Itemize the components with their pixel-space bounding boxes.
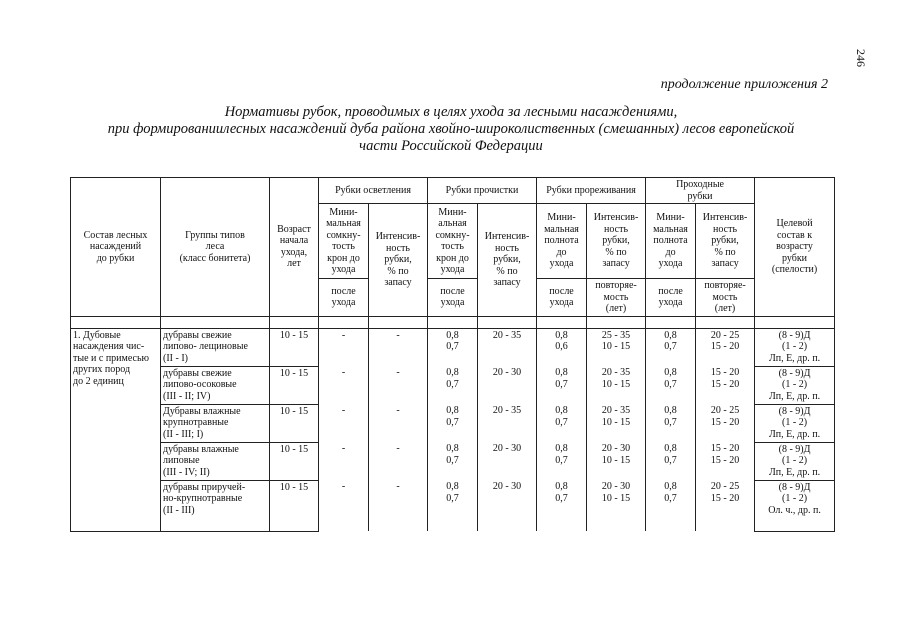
- forest-type: Дубравы влажные крупнотравные (II - III; I): [161, 404, 270, 442]
- lightening-closure: -: [319, 328, 369, 366]
- start-age: 10 - 15: [270, 328, 319, 366]
- header-target: Целевой состав к возрасту рубки (спелости): [755, 178, 835, 317]
- passing-intensity: 20 - 25 15 - 20: [696, 328, 755, 366]
- thinning-intensity: 25 - 35 10 - 15: [587, 328, 646, 366]
- header-after: после ухода: [646, 279, 696, 317]
- start-age: 10 - 15: [270, 366, 319, 404]
- target-composition: (8 - 9)Д (1 - 2) Ол. ч., др. п.: [755, 480, 835, 531]
- passing-density: 0,8 0,7: [646, 442, 696, 480]
- start-age: 10 - 15: [270, 404, 319, 442]
- header-after: после ухода: [428, 279, 478, 317]
- passing-intensity: 20 - 25 15 - 20: [696, 404, 755, 442]
- header-passing: Проходные рубки: [646, 178, 755, 204]
- cleaning-intensity: 20 - 35: [478, 404, 537, 442]
- forest-type: дубравы приручей- но-крупнотравные (II - III): [161, 480, 270, 531]
- header-intensity: Интенсив- ность рубки, % по запасу: [587, 204, 646, 279]
- header-min-density: Мини- мальная полнота до ухода: [646, 204, 696, 279]
- spacer-row: [71, 316, 835, 328]
- header-repeat: повторяе- мость (лет): [587, 279, 646, 317]
- table-header: [71, 178, 835, 329]
- header-min-closure: Мини- мальная сомкну- тость крон до ухода: [319, 204, 369, 279]
- lightening-intensity: -: [369, 480, 428, 531]
- thinning-density: 0,8 0,6: [537, 328, 587, 366]
- cleaning-closure: 0,8 0,7: [428, 366, 478, 404]
- table-row: [71, 442, 835, 480]
- title-line: Нормативы рубок, проводимых в целях ухода за лесными насаждениями,: [224, 104, 678, 120]
- header-intensity: Интенсив- ность рубки, % по запасу: [696, 204, 755, 279]
- document-title: [68, 104, 834, 155]
- table-row: [71, 366, 835, 404]
- header-after: после ухода: [537, 279, 587, 317]
- passing-intensity: 15 - 20 15 - 20: [696, 366, 755, 404]
- start-age: 10 - 15: [270, 480, 319, 531]
- thinning-density: 0,8 0,7: [537, 404, 587, 442]
- header-cleaning: Рубки прочистки: [428, 178, 537, 204]
- table-row: [71, 404, 835, 442]
- thinning-intensity: 20 - 30 10 - 15: [587, 442, 646, 480]
- lightening-closure: -: [319, 404, 369, 442]
- cleaning-intensity: 20 - 35: [478, 328, 537, 366]
- continuation-note: продолжение приложения 2: [660, 77, 828, 92]
- thinning-intensity: 20 - 30 10 - 15: [587, 480, 646, 531]
- header-thinning: Рубки прореживания: [537, 178, 646, 204]
- cleaning-closure: 0,8 0,7: [428, 480, 478, 531]
- cleaning-closure: 0,8 0,7: [428, 442, 478, 480]
- page-number: 246: [854, 49, 868, 67]
- cleaning-closure: 0,8 0,7: [428, 328, 478, 366]
- lightening-intensity: -: [369, 442, 428, 480]
- target-composition: (8 - 9)Д (1 - 2) Лп, Е, др. п.: [755, 442, 835, 480]
- title-line: части Российской Федерации: [359, 138, 543, 154]
- header-min-density: Мини- мальная полнота до ухода: [537, 204, 587, 279]
- group-label: 1. Дубовые насаждения чис- тые и с примесью других пород до 2 единиц: [71, 328, 161, 531]
- thinning-intensity: 20 - 35 10 - 15: [587, 366, 646, 404]
- thinning-density: 0,8 0,7: [537, 442, 587, 480]
- target-composition: (8 - 9)Д (1 - 2) Лп, Е, др. п.: [755, 404, 835, 442]
- lightening-intensity: -: [369, 404, 428, 442]
- target-composition: (8 - 9)Д (1 - 2) Лп, Е, др. п.: [755, 328, 835, 366]
- header-after: после ухода: [319, 279, 369, 317]
- cleaning-intensity: 20 - 30: [478, 480, 537, 531]
- forest-type: дубравы свежие липово- лещиновые (II - I): [161, 328, 270, 366]
- header-intensity: Интенсив- ность рубки, % по запасу: [478, 204, 537, 317]
- forest-type: дубравы свежие липово-осоковые (III - II; IV): [161, 366, 270, 404]
- lightening-intensity: -: [369, 366, 428, 404]
- header-start-age: Возраст начала ухода, лет: [270, 178, 319, 317]
- header-forest-groups: Группы типов леса (класс бонитета): [161, 178, 270, 317]
- cleaning-intensity: 20 - 30: [478, 442, 537, 480]
- header-repeat: повторяе- мость (лет): [696, 279, 755, 317]
- table-row: [71, 328, 835, 366]
- cleaning-closure: 0,8 0,7: [428, 404, 478, 442]
- norms-table: [70, 177, 835, 532]
- lightening-closure: -: [319, 442, 369, 480]
- table-row: [71, 480, 835, 531]
- passing-intensity: 15 - 20 15 - 20: [696, 442, 755, 480]
- passing-density: 0,8 0,7: [646, 404, 696, 442]
- cleaning-intensity: 20 - 30: [478, 366, 537, 404]
- header-intensity: Интенсив- ность рубки, % по запасу: [369, 204, 428, 317]
- passing-density: 0,8 0,7: [646, 366, 696, 404]
- passing-intensity: 20 - 25 15 - 20: [696, 480, 755, 531]
- header-min-closure: Мини- альная сомкну- тость крон до ухода: [428, 204, 478, 279]
- lightening-intensity: -: [369, 328, 428, 366]
- header-lightening: Рубки осветления: [319, 178, 428, 204]
- target-composition: (8 - 9)Д (1 - 2) Лп, Е, др. п.: [755, 366, 835, 404]
- forest-type: дубравы влажные липовые (III - IV; II): [161, 442, 270, 480]
- table-body: [71, 328, 835, 531]
- passing-density: 0,8 0,7: [646, 328, 696, 366]
- lightening-closure: -: [319, 480, 369, 531]
- start-age: 10 - 15: [270, 442, 319, 480]
- thinning-density: 0,8 0,7: [537, 366, 587, 404]
- passing-density: 0,8 0,7: [646, 480, 696, 531]
- thinning-intensity: 20 - 35 10 - 15: [587, 404, 646, 442]
- thinning-density: 0,8 0,7: [537, 480, 587, 531]
- title-line: при формированиилесных насаждений дуба района хвойно-широколиственных (смешанных) лесов европейской: [107, 121, 795, 137]
- lightening-closure: -: [319, 366, 369, 404]
- header-composition: Состав лесных насаждений до рубки: [71, 178, 161, 317]
